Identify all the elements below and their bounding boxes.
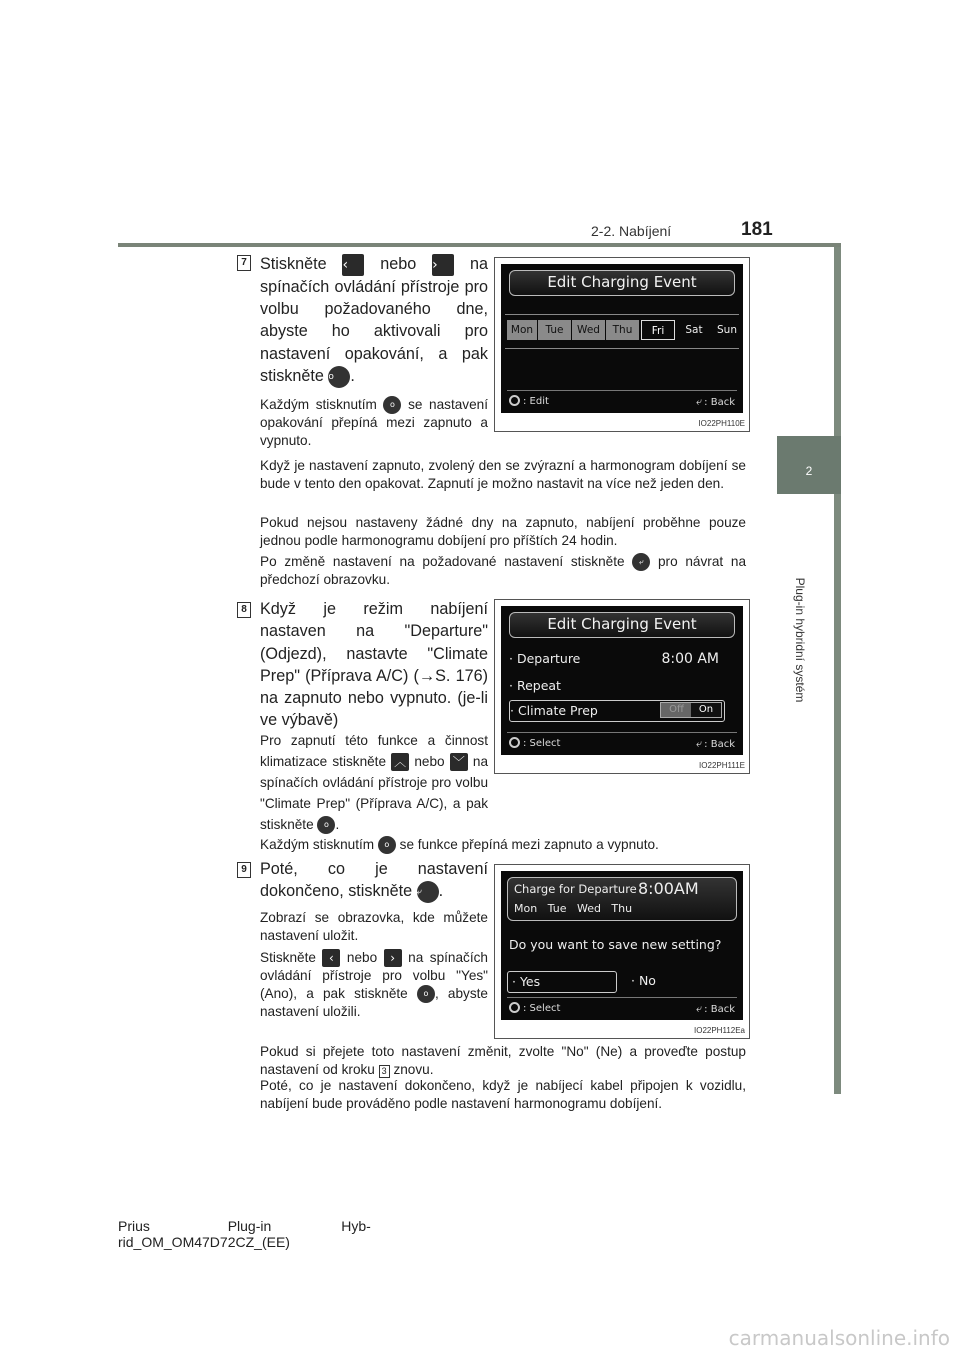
screen-back-hint: ⤶ : Back bbox=[696, 1002, 735, 1015]
step9-main: Poté, co je nastavení dokončeno, stiskněte ⤶ . bbox=[260, 858, 488, 903]
toggle-off: Off bbox=[661, 703, 692, 717]
day-thu: Thu bbox=[606, 320, 639, 340]
chevron-left-icon: ‹ bbox=[342, 254, 364, 276]
screen-select-hint: : Select bbox=[509, 737, 560, 749]
figure-code: IO22PH110E bbox=[698, 419, 745, 428]
screen-select-hint: : Select bbox=[509, 1002, 560, 1014]
chevron-down-icon: ﹀ bbox=[450, 753, 468, 771]
screen-title: Edit Charging Event bbox=[509, 612, 735, 638]
day-fri: Fri bbox=[641, 320, 675, 340]
screenshot-climate-prep bbox=[494, 599, 750, 774]
ok-button-icon: o bbox=[417, 985, 435, 1003]
chevron-left-icon: ‹ bbox=[322, 949, 340, 967]
day-sun: Sun bbox=[717, 324, 737, 336]
step8-note1: Pro zapnutí této funkce a činnost klimatizace stiskněte ︿ nebo ﹀ na spínačích ovládání přístroje pro volbu "Climate Prep" (Příprava A/C), a pak stiskněte o . bbox=[260, 730, 488, 835]
ok-button-icon: o bbox=[378, 836, 396, 854]
screen-back-hint: ⤶ : Back bbox=[696, 737, 735, 750]
step9-note4: Poté, co je nastavení dokončeno, když je nabíjecí kabel připojen k vozidlu, nabíjení bude prováděno podle nastavení harmonogramu dobíjení. bbox=[260, 1078, 746, 1111]
day-sat: Sat bbox=[685, 324, 703, 336]
step-number-7: 7 bbox=[237, 255, 251, 271]
figure-code: IO22PH111E bbox=[699, 761, 745, 770]
charge-summary-bar: Charge for Departure 8:00AM Mon Tue Wed Thu bbox=[507, 877, 737, 921]
ok-button-icon: o bbox=[317, 816, 335, 834]
header-rule bbox=[118, 243, 841, 247]
toggle-on: On bbox=[691, 703, 721, 717]
step7-note4: Po změně nastavení na požadované nastavení stiskněte ⤶ pro návrat na předchozí obrazovku. bbox=[260, 554, 747, 588]
step9-note1: Zobrazí se obrazovka, kde můžete nastavení uložit. bbox=[260, 910, 488, 943]
screen-title: Edit Charging Event bbox=[509, 270, 735, 296]
screenshot-edit-charging-days bbox=[494, 257, 750, 432]
step7-note1: Každým stisknutím o se nastavení opakování přepíná mezi zapnuto a vypnuto. bbox=[260, 397, 488, 448]
section-title: 2-2. Nabíjení bbox=[591, 223, 672, 239]
ok-button-icon: o bbox=[383, 396, 401, 414]
figure-code: IO22PH112Ea bbox=[694, 1026, 745, 1035]
yes-option: · Yes bbox=[507, 971, 617, 993]
back-button-icon: ⤶ bbox=[417, 881, 439, 903]
ok-button-icon: o bbox=[328, 366, 350, 388]
page-number: 181 bbox=[741, 219, 773, 240]
screen-back-hint: ⤶ : Back bbox=[696, 395, 735, 408]
back-button-icon: ⤶ bbox=[632, 553, 650, 571]
chevron-right-icon: › bbox=[384, 949, 402, 967]
step-number-8: 8 bbox=[237, 602, 251, 618]
departure-row: · Departure 8:00 AM bbox=[509, 651, 719, 667]
no-option: · No bbox=[631, 973, 656, 988]
chapter-label: Plug-in hybridní systém bbox=[793, 577, 807, 703]
day-wed: Wed bbox=[572, 320, 605, 340]
step-number-9: 9 bbox=[237, 862, 251, 878]
day-tue: Tue bbox=[538, 320, 571, 340]
step8-note2: Každým stisknutím o se funkce přepíná mezi zapnuto a vypnuto. bbox=[260, 836, 746, 854]
step9-note2: Stiskněte ‹ nebo › na spínačích ovládání přístroje pro volbu "Yes" (Ano), a pak stiskněte o , abyste nastavení uložili. bbox=[260, 950, 488, 1020]
step7-note3: Pokud nejsou nastaveny žádné dny na zapnuto, nabíjení proběhne pouze jednou podle harmonogramu dobíjení pro příštích 24 hodin. bbox=[260, 515, 746, 548]
chevron-up-icon: ︿ bbox=[391, 753, 409, 771]
watermark: carmanualsonline.info bbox=[728, 1326, 950, 1350]
day-mon: Mon bbox=[507, 320, 537, 340]
footer-model-code: Prius Plug-in Hyb- rid_OM_OM47D72CZ_(EE) bbox=[118, 1218, 371, 1250]
climate-prep-row: · Climate Prep Off On bbox=[509, 700, 725, 722]
step7-note2: Když je nastavení zapnuto, zvolený den se zvýrazní a harmonogram dobíjení se bude v tento den opakovat. Zapnutí je možno nastavit na více než jeden den. bbox=[260, 458, 746, 491]
repeat-row: · Repeat bbox=[509, 678, 561, 693]
save-question: Do you want to save new setting? bbox=[509, 937, 722, 952]
chapter-tab: 2 bbox=[777, 436, 841, 494]
step8-main: Když je režim nabíjení nastaven na "Departure" (Odjezd), nastavte "Climate Prep" (Příprava A/C) (→S. 176) na zapnuto nebo vypnuto. (je-li ve výbavě) bbox=[260, 600, 488, 730]
step-ref-box: 3 bbox=[379, 1065, 390, 1078]
side-bar bbox=[834, 247, 841, 1094]
step9-note3: Pokud si přejete toto nastavení změnit, zvolte "No" (Ne) a proveďte postup nastavení od kroku 3 znovu. bbox=[260, 1044, 746, 1077]
chevron-right-icon: › bbox=[432, 254, 454, 276]
screenshot-save-setting bbox=[494, 864, 750, 1039]
step7-main: Stiskněte ‹ nebo › na spínačích ovládání přístroje pro volbu požadovaného dne, abyste ho aktivovali pro nastavení opakování, a pak stiskněte o . bbox=[260, 253, 488, 388]
screen-edit-hint: : Edit bbox=[509, 395, 549, 407]
